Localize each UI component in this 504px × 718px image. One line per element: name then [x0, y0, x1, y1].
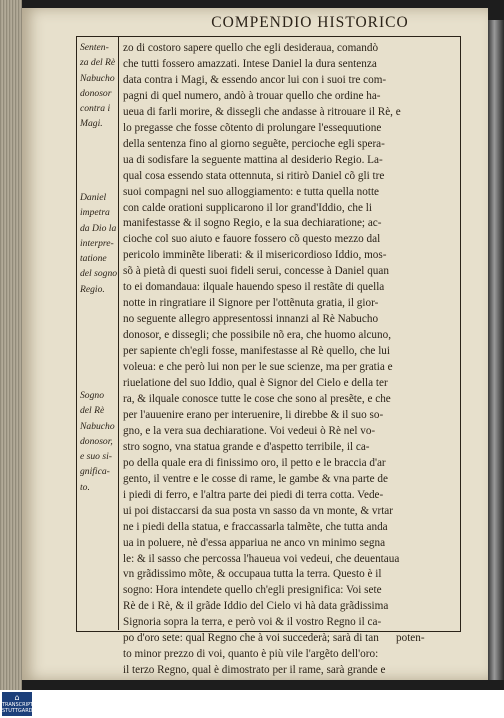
text-line: qual cosa essendo stata ottennuta, si ritirò Daniel cõ gli tre [123, 169, 385, 182]
text-line: stro sogno, vna statua grande e d'aspetto terribile, il ca- [123, 440, 370, 453]
text-line: pagni di quel numero, andò à trouar quello che ordine ha- [123, 89, 381, 102]
text-line: ne i piedi della statua, e fraccassarla talmẽte, che tutta anda [123, 520, 388, 533]
text-line: ueua di farli morire, & dissegli che andasse à ritrouare il Rè, e [123, 105, 401, 118]
text-line: zo di costoro sapere quello che egli desideraua, comandò [123, 42, 379, 54]
text-line: con calde orationi supplicarono il lor grand'Iddio, che li [123, 201, 372, 214]
text-line: voleua: e che però lui non per le sue scienze, ma per gratia e [123, 361, 393, 374]
text-line: donosor, e dissegli; che possibile nõ era, che huomo alcuno, [123, 329, 391, 342]
text-line: per sapiente ch'egli fosse, manifestasse al Rè quello, che lui [123, 345, 391, 358]
text-line: to ei domandaua: ilquale hauendo speso il restãte di quella [123, 281, 385, 294]
text-line: gento, il ventre e le cosse di rame, le gambe & vna parte de [123, 472, 388, 485]
text-line: ra, & ilquale conosce tutte le cose che sono al presẽte, e che [123, 392, 391, 405]
text-line: il terzo Regno, qual è dimostrato per il rame, sarà grande e [123, 664, 386, 677]
text-line: le: & il sasso che percossa l'haueua voi vedeui, che deuentaua [123, 552, 400, 565]
text-line: gno, e la vera sua dechiaratione. Voi vedeui ò Rè nel vo- [123, 424, 376, 437]
text-line: no seguente allegro appresentossi innanzi al Rè Nabucho [123, 313, 379, 326]
catchword: poten- [396, 632, 425, 644]
text-line: Signoria sopra la terra, e però voi & il vostro Regno il ca- [123, 616, 382, 629]
text-line: ua di sodisfare la seguente mattina al desiderio Regio. La- [123, 153, 383, 166]
text-line: notte in ringratiare il Signore per l'ottẽnuta gratia, il gior- [123, 297, 379, 310]
text-line: ua in poluere, nè d'essa appariua ne anco vn minimo segna [123, 536, 386, 549]
text-line: po d'oro sete: qual Regno che à voi succederà; sarà di tan [123, 632, 379, 645]
library-logo: ⌂ TRANSCRIPTUS STUTTGARDIE [2, 693, 41, 714]
text-line: suoi compagni nel suo alloggiamento: e tutta quella notte [123, 185, 380, 198]
text-line: ui poi distaccarsi da sua posta vn sasso da vn monte, & vrtar [123, 504, 393, 517]
text-line: manifestasse & il sogno Regio, e la sua dechiaratione; ac- [123, 217, 382, 230]
text-line: che tutti fossero amazzati. Intese Daniel la dura sentenza [123, 57, 377, 70]
margin-note-sogno: Sogno del Rè Nabucho donosor, e suo si- gnifica- to. [80, 390, 115, 493]
library-logo-icon: ⌂ [14, 693, 20, 702]
text-line: cioche col suo aiuto e fauore fossero cõ questo mezzo dal [123, 233, 381, 246]
main-text-column [123, 41, 457, 679]
running-title: COMPENDIO HISTORICO [211, 14, 409, 31]
text-line: riuelatione del suo Iddio, qual è Signor del Cielo e della ter [123, 377, 388, 390]
facing-page-edge [488, 20, 504, 680]
text-line: lo pregasse che fosse cõtento di prolungare l'essequutione [123, 121, 382, 134]
margin-note-daniel: Daniel impetra da Dio la interpre- tatione del sogno Regio. [80, 192, 118, 295]
text-line: i piedi di ferro, e l'altra parte dei piedi di terra cotta. Vede- [123, 488, 384, 501]
text-line: vn grãdissimo mõte, & occupaua tutta la terra. Questo è il [123, 568, 382, 581]
text-line: po della quale era di finissimo oro, il petto e le braccia d'ar [123, 456, 386, 469]
text-line: della sentenza fino al giorno seguẽte, percioche egli spera- [123, 137, 385, 150]
footer-bar [0, 690, 504, 718]
text-line: to minor prezzo di voi, quanto è più vile l'argẽto dell'oro: [123, 648, 379, 661]
text-line: sõ à pietà di questi suoi fideli serui, concesse à Daniel quan [123, 265, 389, 278]
book-spine-edge [0, 0, 22, 690]
text-line: pericolo imminẽte liberati: & il misericordioso Iddio, mos- [123, 249, 387, 262]
text-line: sogno: Hora intendete quello ch'egli presignifica: Voi sete [123, 584, 382, 597]
text-line: data contra i Magi, & essendo ancor lui con i suoi tre com- [123, 73, 387, 86]
text-line: per l'auuenire erano per interuenire, li direbbe & il suo so- [123, 408, 384, 421]
text-line: Rè de i Rè, & il grãde Iddio del Cielo vi hà data grãdissima [123, 600, 389, 613]
margin-note-sentence: Senten- za del Rè Nabucho donosor contra i Magi. [80, 42, 116, 130]
